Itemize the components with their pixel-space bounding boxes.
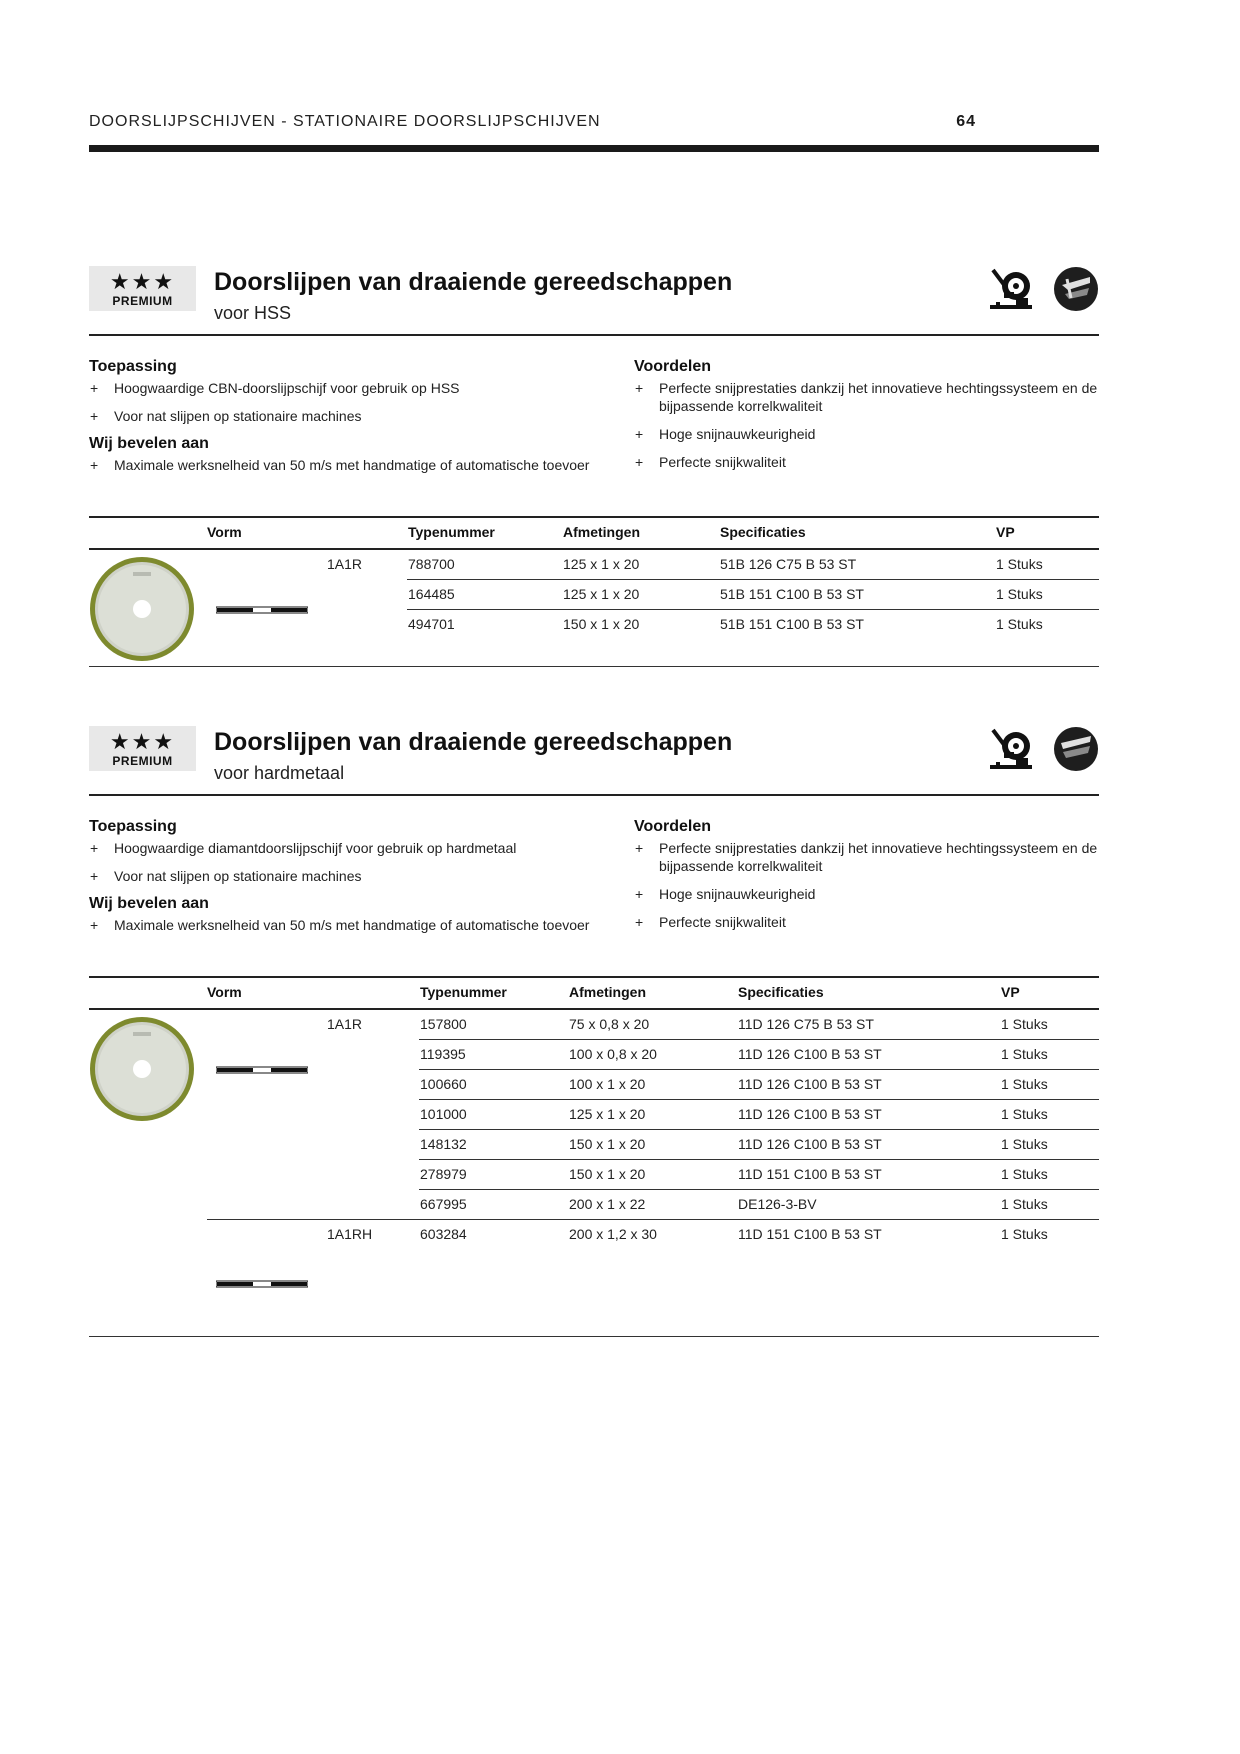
- specificaties-cell: 11D 126 C100 B 53 ST: [738, 1136, 882, 1152]
- typenummer-cell: 148132: [420, 1136, 467, 1152]
- group-rule: [207, 1219, 1099, 1220]
- specificaties-cell: 11D 126 C100 B 53 ST: [738, 1106, 882, 1122]
- specificaties-cell: 11D 126 C75 B 53 ST: [738, 1016, 874, 1032]
- typenummer-cell: 101000: [420, 1106, 467, 1122]
- cbn-wheel-image: [89, 556, 195, 662]
- specificaties-cell: 11D 151 C100 B 53 ST: [738, 1166, 882, 1182]
- row-rule: [419, 1069, 1099, 1070]
- vp-cell: 1 Stuks: [996, 586, 1043, 602]
- section-rule: [89, 794, 1099, 796]
- list-item: + Maximale werksnelheid van 50 m/s met handmatige of automatische toevoer: [89, 456, 634, 474]
- typenummer-cell: 157800: [420, 1016, 467, 1032]
- disc-profile-diagram: [216, 1280, 308, 1288]
- specificaties-cell: 51B 151 C100 B 53 ST: [720, 586, 864, 602]
- page-header-title: DOORSLIJPSCHIJVEN - STATIONAIRE DOORSLIJPSCHIJVEN: [89, 113, 601, 130]
- list-item: + Voor nat slijpen op stationaire machines: [89, 867, 634, 885]
- toepassing-column: [89, 818, 634, 944]
- row-rule: [407, 609, 1099, 610]
- cutoff-machine-icon: [988, 266, 1034, 312]
- vp-cell: 1 Stuks: [1001, 1166, 1048, 1182]
- toepassing-heading: Toepassing: [89, 818, 177, 835]
- table-header-rule: [89, 1008, 1099, 1010]
- table-bottom-rule: [89, 1336, 1099, 1337]
- afmetingen-cell: 125 x 1 x 20: [569, 1106, 646, 1122]
- vp-cell: 1 Stuks: [1001, 1106, 1048, 1122]
- vp-cell: 1 Stuks: [1001, 1136, 1048, 1152]
- row-rule: [419, 1159, 1099, 1160]
- afmetingen-cell: 200 x 1,2 x 30: [569, 1226, 657, 1242]
- star-icon: ★★★: [109, 269, 176, 294]
- row-rule: [419, 1099, 1099, 1100]
- typenummer-cell: 603284: [420, 1226, 467, 1242]
- voordelen-list: [634, 379, 1099, 471]
- typenummer-cell: 278979: [420, 1166, 467, 1182]
- premium-badge: [89, 726, 196, 771]
- col-header-vorm: Vorm: [207, 524, 242, 540]
- shape-code: 1A1R: [327, 1016, 363, 1032]
- col-header-vp: VP: [1001, 984, 1020, 1000]
- table-header-rule: [89, 548, 1099, 550]
- specificaties-cell: 51B 126 C75 B 53 ST: [720, 556, 857, 572]
- cutoff-machine-icon: [988, 726, 1034, 772]
- row-rule: [419, 1189, 1099, 1190]
- table-top-rule: [89, 976, 1099, 978]
- star-icon: ★★★: [109, 729, 176, 754]
- typenummer-cell: 494701: [408, 616, 455, 632]
- badge-label: PREMIUM: [112, 754, 173, 768]
- bevelen-list: [89, 456, 634, 474]
- specificaties-cell: 51B 151 C100 B 53 ST: [720, 616, 864, 632]
- list-item: + Hoogwaardige CBN-doorslijpschijf voor gebruik op HSS: [89, 379, 634, 397]
- afmetingen-cell: 150 x 1 x 20: [569, 1136, 646, 1152]
- diamond-wheel-image: [89, 1016, 195, 1122]
- afmetingen-cell: 100 x 1 x 20: [569, 1076, 646, 1092]
- cutting-disc-icon: [1053, 726, 1099, 772]
- toepassing-list: [89, 379, 634, 425]
- toepassing-list: [89, 839, 634, 885]
- col-header-afmetingen: Afmetingen: [563, 524, 640, 540]
- toepassing-column: [89, 358, 634, 484]
- col-header-typenummer: Typenummer: [420, 984, 507, 1000]
- afmetingen-cell: 200 x 1 x 22: [569, 1196, 646, 1212]
- list-item: + Hoge snijnauwkeurigheid: [634, 425, 1099, 443]
- voordelen-heading: Voordelen: [634, 818, 712, 835]
- bevelen-list: [89, 916, 634, 934]
- list-item: + Voor nat slijpen op stationaire machines: [89, 407, 634, 425]
- bevelen-heading: Wij bevelen aan: [89, 435, 209, 452]
- vp-cell: 1 Stuks: [996, 616, 1043, 632]
- afmetingen-cell: 125 x 1 x 20: [563, 556, 640, 572]
- row-rule: [419, 1039, 1099, 1040]
- afmetingen-cell: 150 x 1 x 20: [563, 616, 640, 632]
- specificaties-cell: DE126-3-BV: [738, 1196, 817, 1212]
- premium-badge: [89, 266, 196, 311]
- vp-cell: 1 Stuks: [996, 556, 1043, 572]
- list-item: + Perfecte snijprestaties dankzij het innovatieve hechtingssysteem en de bijpassende korrelkwaliteit: [634, 379, 1099, 415]
- disc-profile-diagram: [216, 606, 308, 614]
- voordelen-column: [634, 358, 1099, 481]
- bevelen-heading: Wij bevelen aan: [89, 895, 209, 912]
- afmetingen-cell: 75 x 0,8 x 20: [569, 1016, 650, 1032]
- typenummer-cell: 788700: [408, 556, 455, 572]
- shape-code: 1A1RH: [327, 1226, 373, 1242]
- page-number: 64: [956, 113, 976, 130]
- vp-cell: 1 Stuks: [1001, 1226, 1048, 1242]
- list-item: + Perfecte snijkwaliteit: [634, 913, 1099, 931]
- toepassing-heading: Toepassing: [89, 358, 177, 375]
- disc-profile-diagram: [216, 1066, 308, 1074]
- typenummer-cell: 164485: [408, 586, 455, 602]
- col-header-afmetingen: Afmetingen: [569, 984, 646, 1000]
- badge-label: PREMIUM: [112, 294, 173, 308]
- section-title: Doorslijpen van draaiende gereedschappen: [214, 268, 733, 296]
- section-subtitle: voor hardmetaal: [214, 763, 345, 783]
- specificaties-cell: 11D 126 C100 B 53 ST: [738, 1046, 882, 1062]
- typenummer-cell: 119395: [420, 1046, 466, 1062]
- vp-cell: 1 Stuks: [1001, 1016, 1048, 1032]
- col-header-vorm: Vorm: [207, 984, 242, 1000]
- afmetingen-cell: 125 x 1 x 20: [563, 586, 640, 602]
- vp-cell: 1 Stuks: [1001, 1046, 1048, 1062]
- list-item: + Hoge snijnauwkeurigheid: [634, 885, 1099, 903]
- col-header-specificaties: Specificaties: [720, 524, 806, 540]
- list-item: + Perfecte snijprestaties dankzij het innovatieve hechtingssysteem en de bijpassende korrelkwaliteit: [634, 839, 1099, 875]
- section-title: Doorslijpen van draaiende gereedschappen: [214, 728, 733, 756]
- cutting-disc-icon: [1053, 266, 1099, 312]
- list-item: + Perfecte snijkwaliteit: [634, 453, 1099, 471]
- voordelen-column: [634, 818, 1099, 941]
- specificaties-cell: 11D 126 C100 B 53 ST: [738, 1076, 882, 1092]
- header-rule: [89, 145, 1099, 152]
- voordelen-list: [634, 839, 1099, 931]
- specificaties-cell: 11D 151 C100 B 53 ST: [738, 1226, 882, 1242]
- vp-cell: 1 Stuks: [1001, 1076, 1048, 1092]
- afmetingen-cell: 100 x 0,8 x 20: [569, 1046, 657, 1062]
- row-rule: [419, 1129, 1099, 1130]
- col-header-vp: VP: [996, 524, 1015, 540]
- col-header-specificaties: Specificaties: [738, 984, 824, 1000]
- list-item: + Maximale werksnelheid van 50 m/s met handmatige of automatische toevoer: [89, 916, 634, 934]
- row-rule: [407, 579, 1099, 580]
- col-header-typenummer: Typenummer: [408, 524, 495, 540]
- typenummer-cell: 667995: [420, 1196, 467, 1212]
- shape-code: 1A1R: [327, 556, 363, 572]
- section-rule: [89, 334, 1099, 336]
- voordelen-heading: Voordelen: [634, 358, 712, 375]
- table-top-rule: [89, 516, 1099, 518]
- afmetingen-cell: 150 x 1 x 20: [569, 1166, 646, 1182]
- typenummer-cell: 100660: [420, 1076, 467, 1092]
- table-bottom-rule: [89, 666, 1099, 667]
- section-subtitle: voor HSS: [214, 303, 292, 323]
- list-item: + Hoogwaardige diamantdoorslijpschijf voor gebruik op hardmetaal: [89, 839, 634, 857]
- vp-cell: 1 Stuks: [1001, 1196, 1048, 1212]
